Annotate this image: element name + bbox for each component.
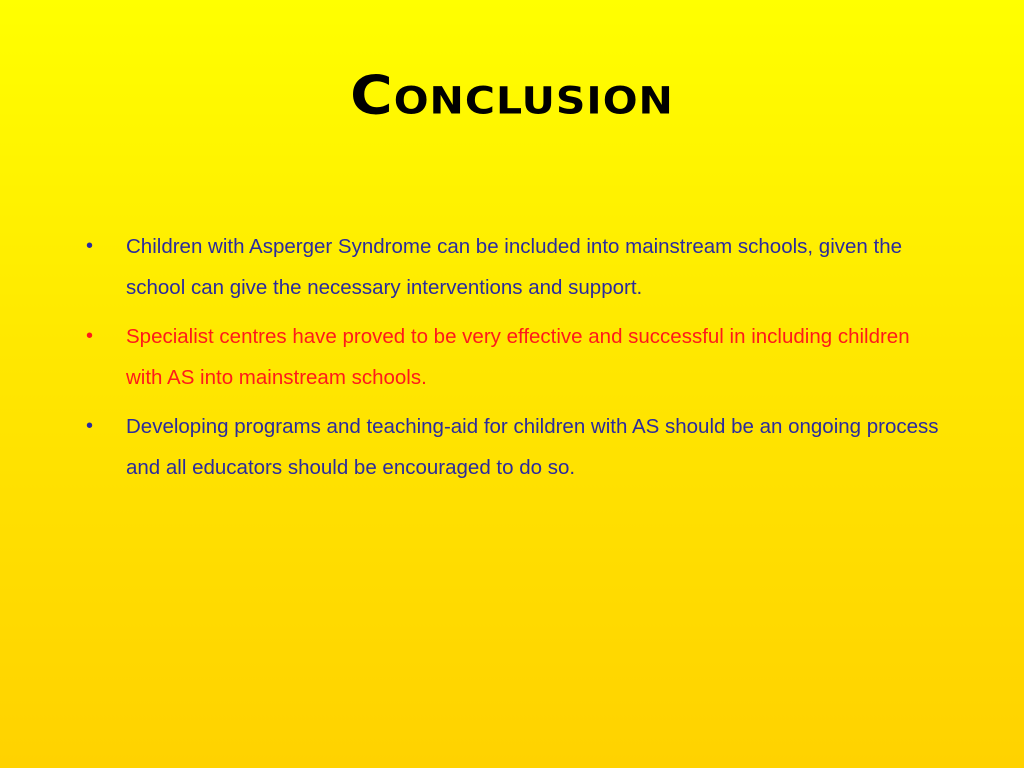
bullet-marker: • xyxy=(86,415,94,437)
bullet-text: Developing programs and teaching-aid for children with AS should be an ongoing process and all educators should be encouraged to do so. xyxy=(126,415,939,479)
bullet-text: Children with Asperger Syndrome can be included into mainstream schools, given the school can give the necessary interventions and support. xyxy=(126,235,902,299)
bullet-marker: • xyxy=(86,235,94,257)
bullet-marker: • xyxy=(86,325,94,347)
bullet-text: Specialist centres have proved to be very effective and successful in including children with AS into mainstream schools. xyxy=(126,325,910,389)
bullet-item xyxy=(86,406,946,488)
bullet-list xyxy=(86,226,946,496)
bullet-item xyxy=(86,226,946,308)
bullet-item xyxy=(86,316,946,398)
slide-title: Conclusion xyxy=(350,63,674,127)
